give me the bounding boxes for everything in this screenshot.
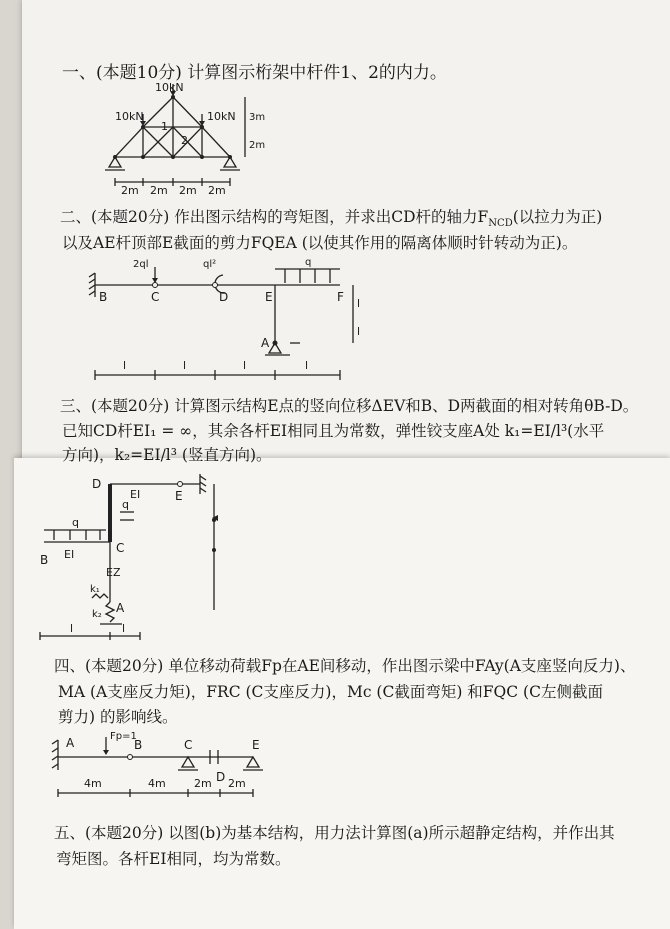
frame3-label-d: D (92, 477, 102, 491)
problem-2-text-line1: 二、(本题20分) 作出图示结构的弯矩图，并求出CD杆的轴力$F_{NCD}$(以拉力为正) (60, 208, 603, 230)
frame-span-3: l (243, 359, 247, 372)
beam4-span-2: 4m (148, 777, 166, 790)
beam4-load: Fp=1 (110, 731, 137, 742)
frame3-ei-top: EI (130, 488, 141, 501)
frame3-label-c: C (116, 541, 125, 555)
truss-span-3: 2m (179, 184, 197, 197)
truss-member-1: 1 (161, 120, 168, 133)
beam4-label-c: C (184, 738, 193, 752)
truss-span-1: 2m (121, 184, 139, 197)
frame-label-c: C (151, 290, 160, 304)
frame-side-l2: l (357, 325, 361, 338)
frame-label-d: D (219, 290, 229, 304)
problem-3-text-line1: 三、(本题20分) 计算图示结构E点的竖向位移ΔEV和B、D两截面的相对转角θB-D。 (60, 397, 639, 415)
frame3-ei-mid: EZ (106, 566, 121, 579)
frame3-load-q1: q (72, 516, 79, 529)
problem-4-text-line2: MA (A支座反力矩)，FRC (C支座反力)，Mc (C截面弯矩) 和FQC (C左侧截面 (58, 683, 603, 701)
frame3-span-1: l (70, 622, 74, 635)
truss-member-2: 2 (181, 134, 188, 147)
problem-2-text-line2: 以及AE杆顶部E截面的剪力FQEA (以使其作用的隔离体顺时针转动为正)。 (62, 234, 578, 252)
problem-3-frame-figure (30, 472, 230, 642)
frame3-span-2: l (122, 622, 126, 635)
problem-2-frame-figure (85, 255, 385, 385)
truss-load-left: 10kN (115, 110, 144, 123)
truss-span-2: 2m (150, 184, 168, 197)
frame3-k2: k₂ (92, 609, 102, 620)
truss-load-top: 10kN (155, 82, 184, 94)
frame3-ei-left: EI (64, 548, 75, 561)
frame-side-l1: l (357, 297, 361, 310)
problem-4-beam-figure (48, 725, 273, 805)
frame-label-e: E (265, 290, 273, 304)
frame3-label-e: E (175, 489, 183, 503)
problem-3-text-line2: 已知CD杆EI₁ = ∞，其余各杆EI相同且为常数，弹性铰支座A处 k₁=EI/l³(水平 (62, 422, 605, 440)
problem-4-text-line3: 剪力) 的影响线。 (58, 708, 178, 726)
beam4-label-b: B (134, 738, 143, 752)
beam4-label-e: E (252, 738, 260, 752)
problem-5-text-line2: 弯矩图。各杆EI相同，均为常数。 (56, 850, 291, 868)
frame3-load-q2: q (122, 498, 129, 511)
truss-dim-2m-side: 2m (249, 140, 266, 151)
frame3-label-a: A (116, 601, 125, 615)
truss-load-right: 10kN (207, 110, 236, 123)
frame-load-2ql: 2ql (133, 259, 149, 270)
beam4-span-3: 2m (194, 777, 212, 790)
frame-span-2: l (183, 359, 187, 372)
beam4-span-4: 2m (228, 777, 246, 790)
problem-3-text-line3: 方向)，k₂=EI/l³ (竖直方向)。 (62, 446, 272, 464)
frame-span-1: l (123, 359, 127, 372)
frame3-k1: k₁ (90, 584, 100, 595)
truss-dim-3m: 3m (249, 112, 266, 123)
problem-5-text-line1: 五、(本题20分) 以图(b)为基本结构，用力法计算图(a)所示超静定结构，并作出其 (54, 824, 615, 842)
frame3-label-b: B (40, 553, 49, 567)
problem-1-truss-figure (95, 82, 280, 197)
frame-label-f: F (337, 290, 344, 304)
beam4-label-a: A (66, 736, 75, 750)
beam4-span-1: 4m (84, 777, 102, 790)
problem-1-text: 一、(本题10分) 计算图示桁架中杆件1、2的内力。 (62, 63, 447, 83)
frame-span-4: l (305, 359, 309, 372)
frame-label-b: B (99, 290, 108, 304)
frame-label-a: A (261, 336, 270, 350)
frame-load-q: q (305, 257, 312, 268)
problem-4-text-line1: 四、(本题20分) 单位移动荷载Fp在AE间移动，作出图示梁中FAy(A支座竖向反力)、 (54, 657, 636, 675)
frame-load-ql2: ql² (203, 259, 217, 270)
beam4-label-d: D (216, 770, 226, 784)
truss-span-4: 2m (208, 184, 226, 197)
